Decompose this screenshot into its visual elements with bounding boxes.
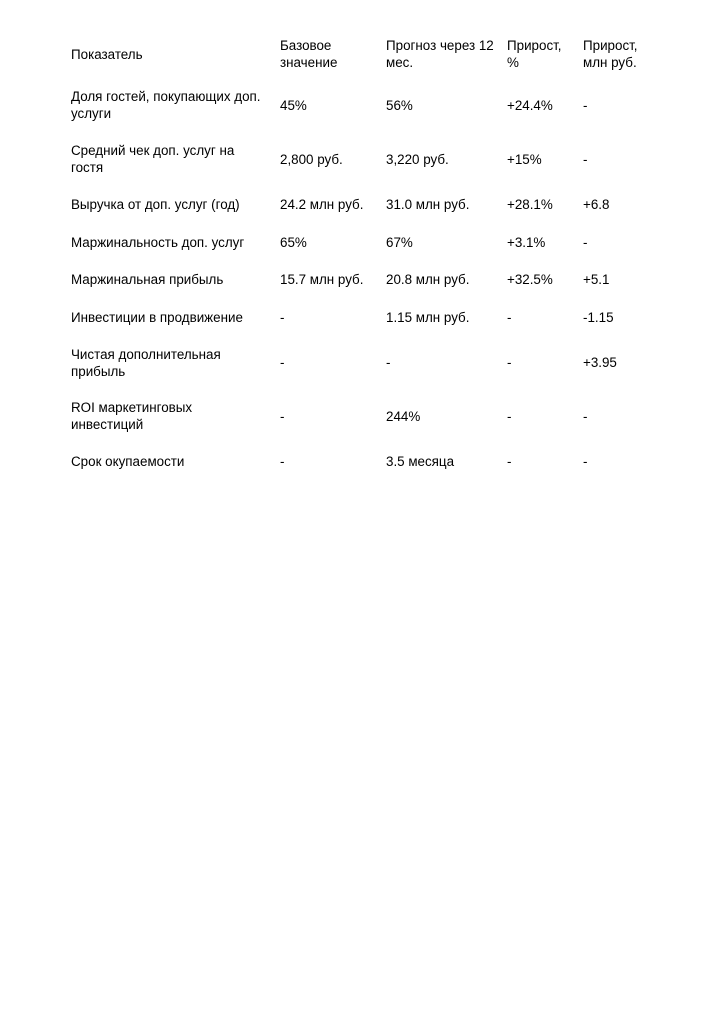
table-row [65, 443, 669, 481]
table-cell: +6.8 [583, 197, 610, 213]
table-cell: - [583, 454, 588, 470]
table-cell: -1.15 [583, 309, 614, 325]
table-row [65, 224, 669, 262]
table-cell: 24.2 млн руб. [280, 197, 364, 213]
table-cell: 1.15 млн руб. [386, 309, 470, 325]
table-header-row [65, 30, 669, 78]
table-cell: - [280, 355, 285, 370]
table-cell: +28.1% [507, 197, 553, 213]
table-cell: - [507, 355, 512, 370]
table-row [65, 186, 669, 224]
table-cell: - [280, 309, 285, 325]
table-cell: - [583, 97, 588, 113]
table-row [65, 261, 669, 299]
table-cell: - [280, 454, 285, 470]
table-cell: - [507, 454, 512, 470]
table-cell: 15.7 млн руб. [280, 272, 364, 288]
header-cell-base-value: Базовое значение [280, 38, 338, 70]
table-cell: 20.8 млн руб. [386, 272, 470, 288]
table-cell: 45% [280, 97, 307, 113]
table-row [65, 132, 669, 186]
table-cell: 3.5 месяца [386, 454, 455, 470]
table-cell: - [507, 408, 512, 424]
table-cell: Выручка от доп. услуг (год) [71, 197, 240, 213]
table-cell: +32.5% [507, 272, 553, 288]
header-cell-indicator: Показатель [71, 46, 143, 62]
table-row [65, 336, 669, 389]
table-cell: 244% [386, 408, 421, 424]
table-cell: 31.0 млн руб. [386, 197, 470, 213]
table-row [65, 299, 669, 337]
table-cell: - [583, 151, 588, 167]
header-cell-growth-percent: Прирост, % [507, 38, 562, 70]
table-cell: Чистая дополнительная прибыль [71, 346, 221, 379]
table-cell: - [386, 355, 391, 370]
table-cell: Инвестиции в продвижение [71, 309, 243, 325]
table-cell: 2,800 руб. [280, 151, 343, 167]
table-cell: +5.1 [583, 272, 610, 288]
table-cell: Доля гостей, покупающих доп. услуги [71, 89, 261, 121]
table-cell: - [583, 234, 588, 250]
table-cell: - [280, 408, 285, 424]
table-cell: +24.4% [507, 97, 553, 113]
header-cell-forecast: Прогноз через 12 мес. [386, 38, 494, 70]
table-cell: +3.1% [507, 234, 546, 250]
table-cell: 67% [386, 234, 413, 250]
table-cell: +15% [507, 151, 542, 167]
header-cell-growth-rub: Прирост, млн руб. [583, 38, 638, 70]
metrics-table [65, 30, 669, 481]
table-row [65, 389, 669, 443]
table-cell: Средний чек доп. услуг на гостя [71, 143, 235, 175]
table-row [65, 78, 669, 132]
table-cell: - [583, 408, 588, 424]
table-cell: 56% [386, 97, 413, 113]
table-cell: Срок окупаемости [71, 454, 185, 470]
table-cell: ROI маркетинговых инвестиций [71, 400, 193, 432]
table-cell: 3,220 руб. [386, 151, 449, 167]
table-cell: 65% [280, 234, 307, 250]
table-cell: Маржинальность доп. услуг [71, 234, 245, 250]
table-cell: +3.95 [583, 355, 617, 370]
table-cell: Маржинальная прибыль [71, 272, 224, 288]
table-cell: - [507, 309, 512, 325]
